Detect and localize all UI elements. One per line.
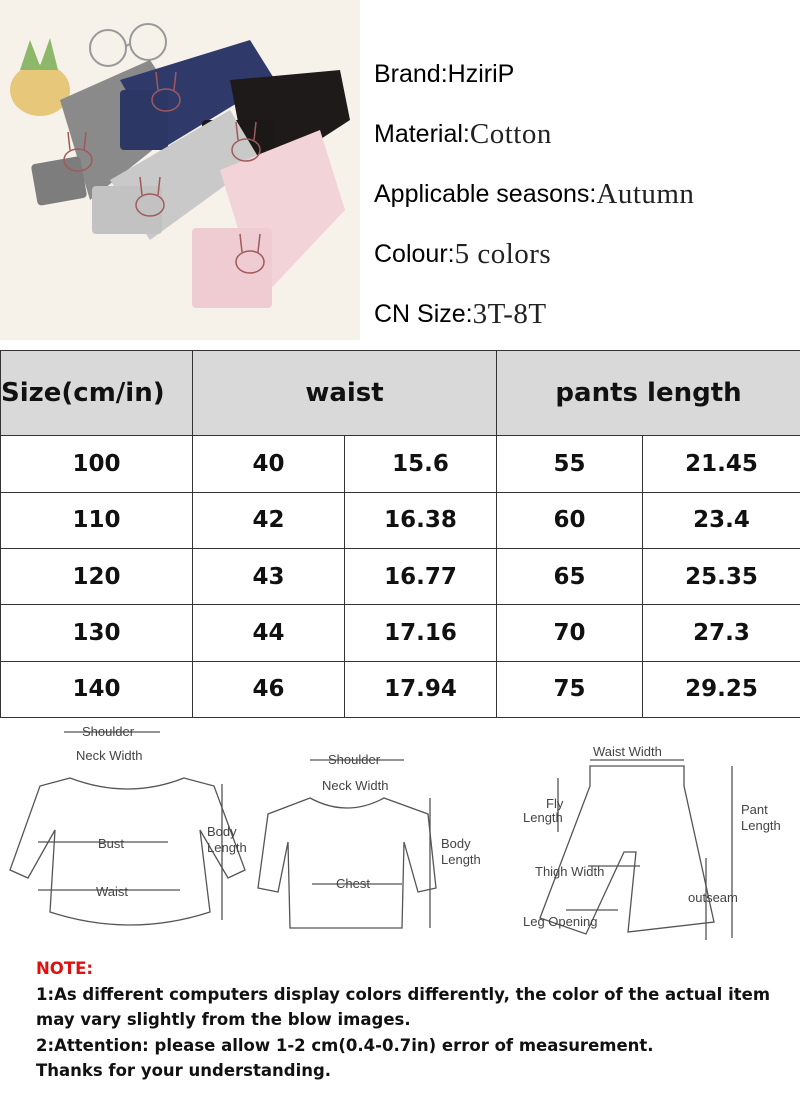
note-section — [36, 956, 796, 1084]
cell-size: 100 — [1, 436, 193, 492]
label-body: Body — [441, 836, 471, 851]
label-fly: Fly — [546, 796, 564, 811]
cell-length-in: 27.3 — [643, 605, 800, 661]
cell-waist-in: 17.94 — [345, 661, 497, 717]
spec-seasons — [374, 164, 794, 224]
label-shoulder: Shoulder — [82, 724, 135, 739]
pants-outline — [540, 766, 714, 934]
cell-waist-cm: 43 — [193, 549, 345, 605]
spec-value: Autumn — [596, 177, 695, 210]
table-row — [1, 605, 800, 661]
cell-size: 120 — [1, 549, 193, 605]
spec-value: HziriP — [447, 59, 515, 88]
header-pants-length: pants length — [497, 351, 800, 436]
spec-value: 3T-8T — [472, 297, 547, 330]
cell-waist-cm: 42 — [193, 492, 345, 548]
cell-length-cm: 75 — [497, 661, 643, 717]
label-outseam: outseam — [688, 890, 738, 905]
spec-label: Colour: — [374, 239, 455, 268]
cell-waist-in: 15.6 — [345, 436, 497, 492]
measurement-guide — [0, 722, 800, 958]
label-length: Length — [207, 840, 247, 855]
cell-length-in: 23.4 — [643, 492, 800, 548]
label-pant: Pant — [741, 802, 768, 817]
spec-brand — [374, 44, 794, 104]
cell-waist-in: 16.77 — [345, 549, 497, 605]
cell-length-cm: 70 — [497, 605, 643, 661]
cell-length-cm: 65 — [497, 549, 643, 605]
header-waist: waist — [193, 351, 497, 436]
label-shoulder: Shoulder — [328, 752, 381, 767]
measurement-diagrams — [0, 722, 800, 958]
header-size: Size(cm/in) — [1, 351, 193, 436]
leggings-illustration — [0, 0, 360, 340]
table-row — [1, 661, 800, 717]
spec-colour — [374, 224, 794, 284]
table-header-row — [1, 351, 800, 436]
spec-label: CN Size: — [374, 299, 473, 328]
label-neck-width: Neck Width — [76, 748, 143, 763]
table-row — [1, 549, 800, 605]
label-waist-width: Waist Width — [593, 744, 662, 759]
product-photo — [0, 0, 360, 340]
note-title: NOTE: — [36, 959, 93, 978]
product-specs — [374, 44, 794, 344]
spec-label: Applicable seasons: — [374, 179, 597, 208]
spec-value: Cotton — [469, 117, 552, 150]
spec-size — [374, 284, 794, 344]
cell-length-cm: 55 — [497, 436, 643, 492]
shirt-outline — [258, 798, 436, 928]
cell-size: 110 — [1, 492, 193, 548]
cell-length-in: 29.25 — [643, 661, 800, 717]
cell-length-in: 21.45 — [643, 436, 800, 492]
note-line: 2:Attention: please allow 1-2 cm(0.4-0.7in) error of measurement. — [36, 1035, 654, 1055]
label-length: Length — [441, 852, 481, 867]
spec-label: Material: — [374, 119, 470, 148]
cell-length-cm: 60 — [497, 492, 643, 548]
table-row — [1, 436, 800, 492]
note-line: Thanks for your understanding. — [36, 1061, 332, 1080]
note-line: 1:As different computers display colors differently, the color of the actual item may vary slightly from the blow images. — [36, 984, 771, 1029]
size-chart-table — [0, 350, 800, 718]
cell-waist-cm: 46 — [193, 661, 345, 717]
table-row — [1, 492, 800, 548]
cell-length-in: 25.35 — [643, 549, 800, 605]
cell-waist-cm: 40 — [193, 436, 345, 492]
label-leg-opening: Leg Opening — [523, 914, 598, 929]
spec-label: Brand: — [374, 59, 448, 88]
cell-size: 140 — [1, 661, 193, 717]
label-body: Body — [207, 824, 237, 839]
spec-value: 5 colors — [454, 237, 552, 270]
cell-size: 130 — [1, 605, 193, 661]
label-neck-width: Neck Width — [322, 778, 389, 793]
spec-material — [374, 104, 794, 164]
cell-waist-in: 16.38 — [345, 492, 497, 548]
label-length: Length — [741, 818, 781, 833]
label-bust: Bust — [98, 836, 125, 851]
cell-waist-cm: 44 — [193, 605, 345, 661]
label-waist: Waist — [96, 884, 129, 899]
label-thigh-width: Thigh Width — [535, 864, 605, 879]
cell-waist-in: 17.16 — [345, 605, 497, 661]
label-chest: Chest — [336, 876, 370, 891]
label-length: Length — [523, 810, 563, 825]
